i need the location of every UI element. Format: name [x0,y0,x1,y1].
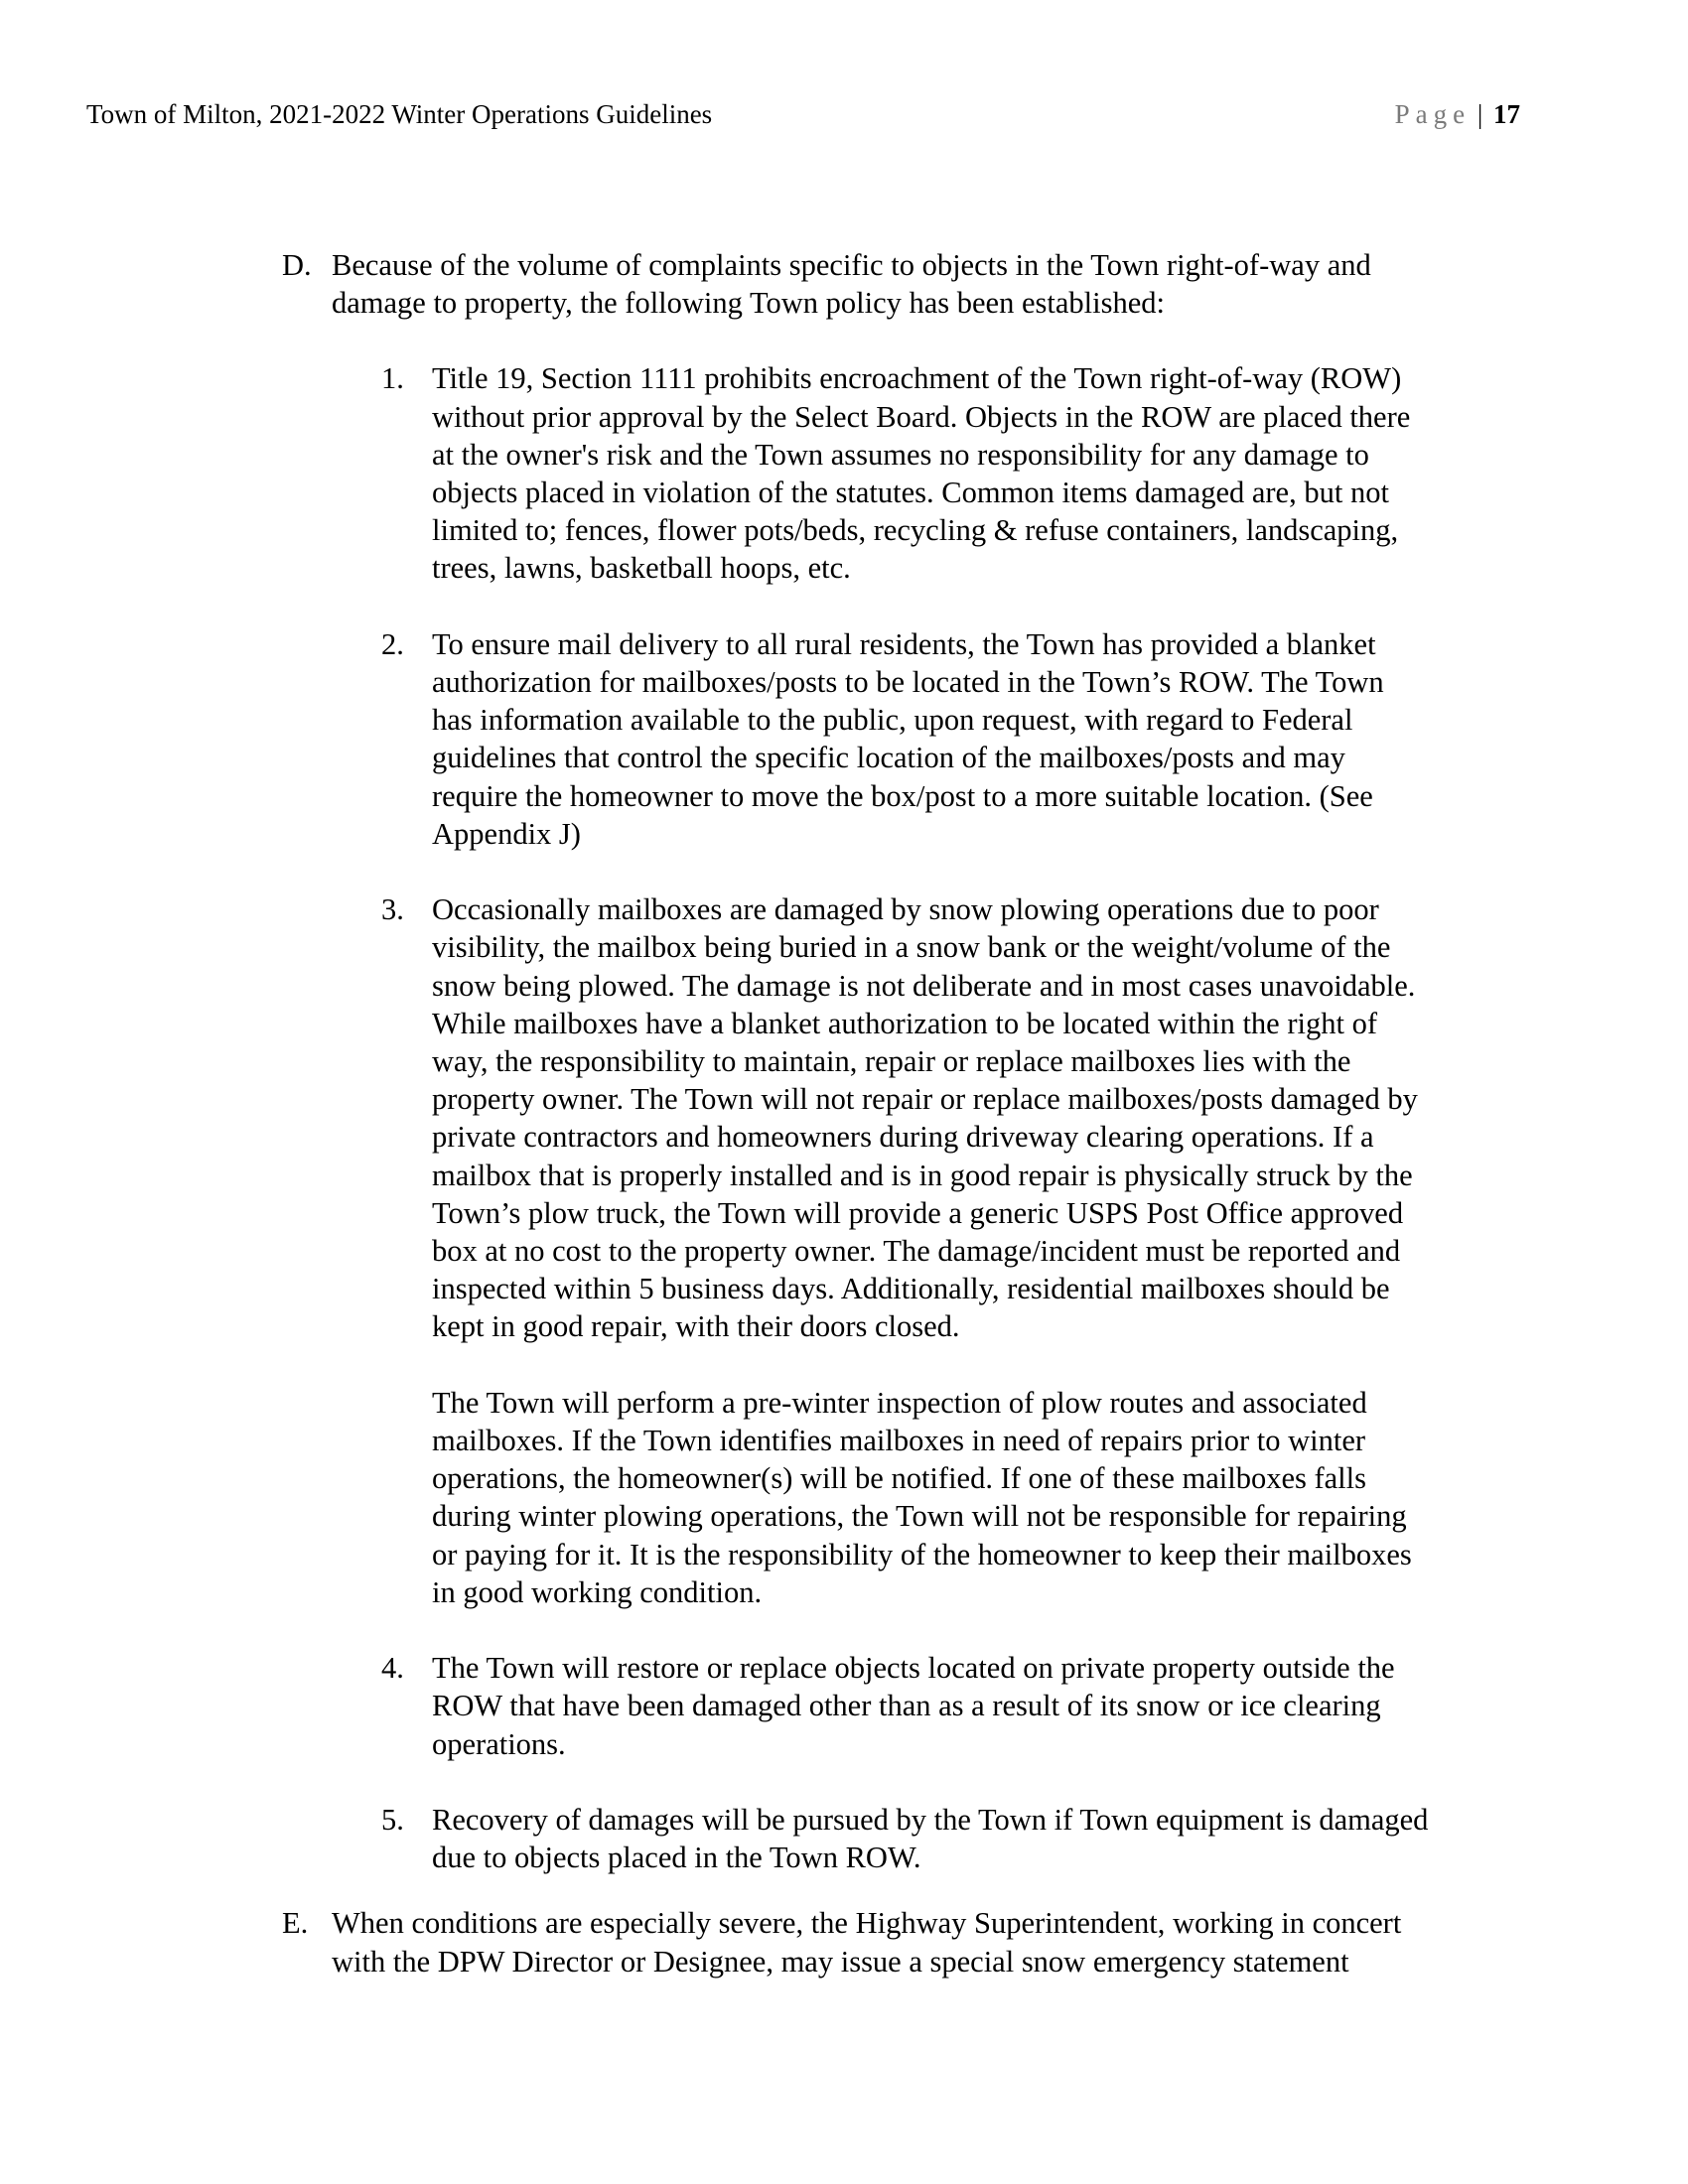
item-paragraph [432,625,1524,853]
text-line: limited to; fences, flower pots/beds, recycling & refuse containers, landscaping, [432,513,1399,548]
text-line: private contractors and homeowners during driveway clearing operations. If a [432,1120,1374,1155]
item-number: 2. [381,626,404,661]
item-paragraph [432,890,1524,1345]
text-line: mailbox that is properly installed and is in good repair is physically struck by the [432,1158,1413,1192]
document-body [0,246,1688,1980]
text-line: operations. [432,1726,566,1761]
text-line: Because of the volume of complaints specific to objects in the Town right-of-way and [332,248,1371,282]
list-item [0,1801,1524,1876]
list-item [0,1649,1524,1763]
page-number: 17 [1493,99,1520,129]
section-d [0,246,1533,322]
text-line: objects placed in violation of the statutes. Common items damaged are, but not [432,476,1389,510]
item-paragraph [432,359,1524,587]
text-line: Occasionally mailboxes are damaged by snow plowing operations due to poor [432,892,1379,927]
text-line: require the homeowner to move the box/post to a more suitable location. (See [432,778,1373,813]
document-title: Town of Milton, 2021-2022 Winter Operations Guidelines [86,99,713,129]
text-line: operations, the homeowner(s) will be notified. If one of these mailboxes falls [432,1461,1367,1496]
text-line: Title 19, Section 1111 prohibits encroachment of the Town right-of-way (ROW) [432,361,1402,396]
list-item [0,359,1524,587]
text-line: Appendix J) [432,816,581,851]
text-line: mailboxes. If the Town identifies mailboxes in need of repairs prior to winter [432,1424,1366,1458]
text-line: without prior approval by the Select Board. Objects in the ROW are placed there [432,399,1411,434]
text-line: To ensure mail delivery to all rural residents, the Town has provided a blanket [432,626,1376,661]
section-text [332,246,1533,322]
item-paragraph [432,1801,1524,1876]
item-number: 3. [381,892,404,927]
item-number: 1. [381,361,404,396]
section-letter: D. [282,248,312,282]
page-separator: | [1477,99,1483,129]
text-line: property owner. The Town will not repair or replace mailboxes/posts damaged by [432,1082,1418,1117]
text-line: authorization for mailboxes/posts to be located in the Town’s ROW. The Town [432,665,1384,700]
text-line: in good working condition. [432,1574,763,1609]
text-line: inspected within 5 business days. Additionally, residential mailboxes should be [432,1272,1390,1306]
text-line: has information available to the public, upon request, with regard to Federal [432,703,1353,738]
item-number: 5. [381,1803,404,1838]
page-label: Page [1394,99,1472,129]
text-line: Town’s plow truck, the Town will provide a generic USPS Post Office approved [432,1195,1404,1230]
text-line: with the DPW Director or Designee, may issue a special snow emergency statement [332,1944,1349,1979]
section-e [0,1904,1533,1979]
text-line: While mailboxes have a blanket authorization to be located within the right of [432,1006,1377,1040]
text-line: damage to property, the following Town policy has been established: [332,286,1165,321]
item-number: 4. [381,1651,404,1686]
policy-list [0,359,1688,1876]
section-text [332,1904,1533,1979]
text-line: way, the responsibility to maintain, repair or replace mailboxes lies with the [432,1044,1351,1079]
text-line: or paying for it. It is the responsibility of the homeowner to keep their mailboxes [432,1537,1412,1571]
text-line: visibility, the mailbox being buried in a snow bank or the weight/volume of the [432,930,1391,965]
text-line: ROW that have been damaged other than as a result of its snow or ice clearing [432,1689,1381,1723]
item-paragraph [432,1649,1524,1763]
list-item [0,890,1524,1611]
text-line: Recovery of damages will be pursued by the Town if Town equipment is damaged [432,1803,1429,1838]
text-line: during winter plowing operations, the Town will not be responsible for repairing [432,1499,1407,1534]
text-line: at the owner's risk and the Town assumes no responsibility for any damage to [432,437,1369,472]
item-paragraph [432,1384,1524,1611]
text-line: box at no cost to the property owner. The damage/incident must be reported and [432,1234,1401,1269]
text-line: due to objects placed in the Town ROW. [432,1841,921,1875]
text-line: guidelines that control the specific location of the mailboxes/posts and may [432,741,1345,775]
text-line: trees, lawns, basketball hoops, etc. [432,551,851,586]
text-line: The Town will perform a pre-winter inspection of plow routes and associated [432,1385,1367,1420]
text-line: kept in good repair, with their doors closed. [432,1309,960,1344]
section-letter: E. [282,1906,309,1941]
text-line: The Town will restore or replace objects located on private property outside the [432,1651,1395,1686]
text-line: When conditions are especially severe, the Highway Superintendent, working in concert [332,1906,1402,1941]
text-line: snow being plowed. The damage is not deliberate and in most cases unavoidable. [432,968,1416,1003]
list-item [0,625,1524,853]
page-header [86,99,1520,139]
page-indicator [1395,99,1520,130]
